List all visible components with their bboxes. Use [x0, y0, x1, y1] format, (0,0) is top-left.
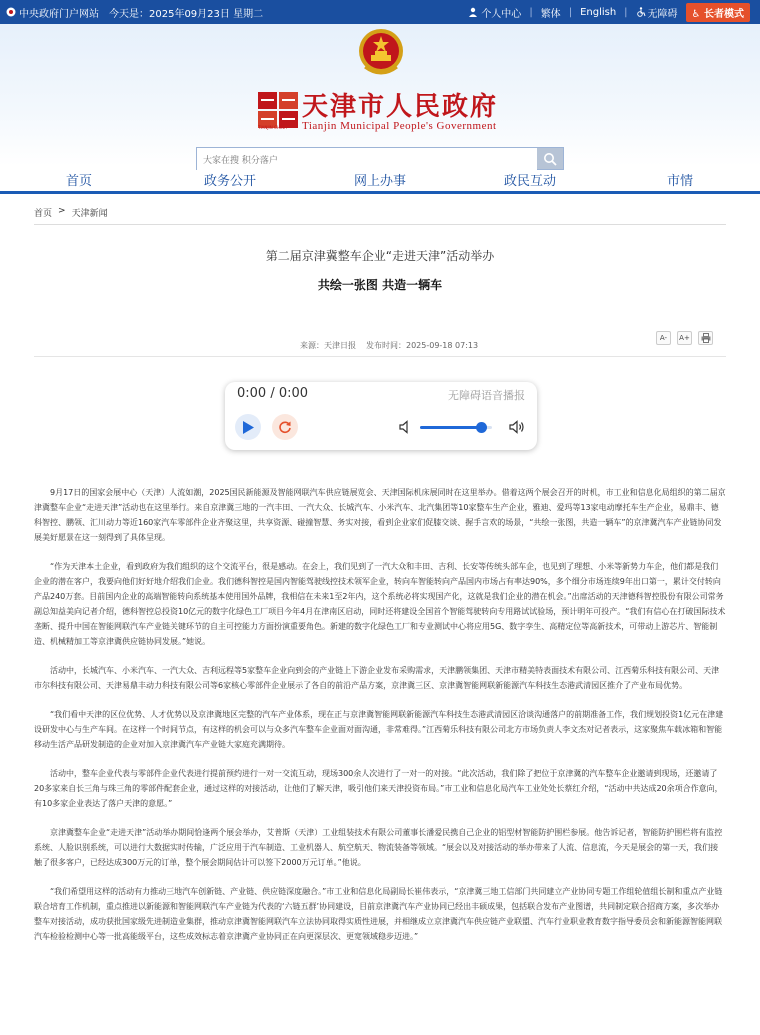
divider: |	[529, 6, 533, 18]
nav-divider	[0, 191, 760, 194]
site-title[interactable]: 天津市人民政府	[302, 92, 499, 122]
article-title: 第二届京津冀整车企业“走进天津”活动举办	[265, 249, 495, 263]
accessible-link[interactable]	[636, 5, 678, 20]
tianjin-logo-icon	[258, 92, 298, 128]
article-paragraph: “作为天津本土企业，看到政府为我们组织的这个交流平台，很是感动。在会上，我们见到了一汽大众和丰田、吉利、长安等传统头部车企，也见到了理想、小米等新势力车企，他们都是我们企业的潜在客户，我要向他们好好地介绍我们企业。我们德科智控是国内智能驾驶线控技术领军企业，转向车智能转向产品国内市场占有率达90%，多个细分市场连续9年出口第一，累计交付转向产品240万套。目前国内企业的高端智能转向系统基本使用国外品牌，我相信在未来1至2年内，这个系统必将实现国产化，这就是我们企业的潜在机会。”出席活动的天津德科智控股份有限公司常务副总知益美向记者介绍，德科智控总投资10亿元的数字化绿色工厂项目今年4月在津南区启动，同时还将建设全国首个智能驾驶转向专用路试试验场，预计明年可投产。“我们有信心在打破国际技术垄断、提升中国在智能网联汽车产业链关键环节的自主可控能力方面扮演重要角色。新建的数字化绿色工厂和专业测试中心将应用5G、数字孪生、高精定位等高新技术，可带动上游芯片、智能制造、机械精加工等京津冀供应链协同发展。”她说。	[34, 562, 726, 646]
user-icon	[468, 7, 478, 17]
elder-mode-button[interactable]	[686, 3, 750, 22]
search-icon	[543, 152, 557, 166]
breadcrumb-separator: >	[58, 206, 66, 216]
elder-mode-icon: ♿	[691, 8, 701, 20]
article-source: 来源：天津日报	[300, 341, 356, 350]
wheelchair-icon	[636, 7, 646, 17]
accessible-label: 无障碍	[647, 8, 678, 20]
portal-link-label: 中央政府门户网站	[19, 8, 99, 20]
nav-item-online-service[interactable]: 网上办事	[354, 174, 407, 189]
article-paragraph: 京津冀整车企业“走进天津”活动举办期间恰逢两个展会举办，艾普斯（天津）工业组装技术有限公司董事长潘爱民携自己企业的铝型材智能防护围栏参展。他告诉记者，智能防护围栏将有监控系统、人脸识别系统，可以进行大数据实时传输，广泛应用于汽车制造、工业机器人、航空航天、物流装备等领域。“展会以及对接活动的举办带来了人流、信息流，今天是展会的第一天，我们接触了很多客户，已经达成300万元的订单，整个展会期间估计可以签下2000万元订单。”他说。	[34, 828, 723, 867]
nav-item-home[interactable]: 首页	[66, 174, 93, 189]
volume-high-icon[interactable]	[509, 419, 525, 435]
breadcrumb	[34, 206, 108, 219]
nav-item-interaction[interactable]: 政民互动	[504, 174, 557, 189]
elder-mode-label: 长者模式	[704, 8, 744, 20]
nav-item-gov-affairs[interactable]: 政务公开	[204, 174, 257, 189]
article-meta	[300, 340, 478, 351]
article-paragraph: “我们看中天津的区位优势、人才优势以及京津冀地区完整的汽车产业体系，现在正与京津冀智能网联新能源汽车科技生态港武清园区洽谈沟通落户的前期准备工作，我们规划投资1亿元在津建设研发中心与生产车间。在这样一个时间节点，有这样的机会可以与众多汽车整车企业面对面沟通，非常难得。”江西菊乐科技有限公司北方市场负责人李文杰对记者表示，这家聚焦车载冰箱和智能移动生活产品研发制造的企业对加入京津冀汽车产业链大家庭充满期待。	[34, 710, 724, 749]
volume-slider[interactable]	[420, 426, 492, 429]
logo-caption: TIANJIN CHINA	[258, 125, 287, 130]
article-paragraph: 9月17日的国家会展中心（天津）人流如潮，2025国民新能源及智能网联汽车供应链展览会、天津国际机床展同时在这里举办。借着这两个展会召开的时机，市工业和信息化局组织的第二届京津冀整车企业“走进天津”活动也在这里举行。来自京津冀三地的一汽丰田、一汽大众、长城汽车、小米汽车、北汽集团等10家整车生产企业，雅迪、爱玛等13家电动摩托车生产企业，易鼎丰、德科智控、鹏领、汇川动力等近160家汽车零部件企业齐聚这里，共享资源、碰撞智慧、务实对接，看到企业家们促膝交谈、握手言欢的场景，“共绘一张图，共造一辆车”的京津冀汽车产业链协同发展美好愿景在这一刻得到了具体呈现。	[34, 488, 726, 542]
player-time: 0:00 / 0:00	[237, 386, 309, 401]
article-paragraph: 活动中，长城汽车、小米汽车、一汽大众、吉利远程等5家整车企业向到会的产业链上下游企业发布采购需求，天津鹏领集团、天津市精美特表面技术有限公司、江西菊乐科技有限公司、天津市尔科技有限公司、天津易鼎丰动力科技有限公司等6家核心零部件企业展示了各自的前沿产品方案，京津冀三区、京津冀智能网联新能源汽车科技生态港武清园区推介了产业布局优势。	[34, 666, 720, 690]
article-subtitle: 共绘一张图 共造一辆车	[317, 278, 443, 292]
meta-divider	[34, 356, 726, 357]
traditional-link[interactable]: 繁体	[540, 8, 561, 20]
personal-center-link[interactable]	[468, 5, 521, 20]
article-paragraph: 活动中，整车企业代表与零部件企业代表进行提前预约进行一对一交流互动，现场300余人次进行了一对一的对接。“此次活动，我们除了把位于京津冀的汽车整车企业邀请到现场，还邀请了20多家来自长三角与珠三角的零部件配套企业，通过这样的对接活动，让他们了解天津，吸引他们来天津投资布局。”市工业和信息化局汽车工业处处长蔡红介绍，“活动中共达成20余项合作意向，有10多家企业表达了落户天津的意愿。”	[34, 769, 723, 808]
breadcrumb-section[interactable]: 天津新闻	[71, 209, 108, 219]
print-button[interactable]	[698, 331, 713, 345]
home-icon	[6, 7, 16, 17]
breadcrumb-divider	[34, 224, 726, 225]
current-date: 今天是：2025年09月23日 星期二	[109, 8, 264, 20]
nav-item-city-info[interactable]: 市情	[667, 174, 694, 189]
national-emblem-icon	[357, 27, 405, 79]
site-subtitle: Tianjin Municipal People's Government	[302, 120, 497, 132]
article-paragraph: “我们希望用这样的活动有力推动三地汽车创新链、产业链、供应链深度融合。”市工业和信息化局副局长崔伟表示，“京津冀三地工信部门共同建立产业协同专题工作组轮值组长制和重点产业链联合培育工作机制，重点推进以新能源和智能网联汽车产业链为代表的‘六链五群’协同建设，目前京津冀汽车产业协同已经出丰硕成果，包括联合发布产业图谱，共同制定联合招商方案，多次举办整车对接活动，成功获批国家级先进制造业集群，推动京津冀智能网联汽车立法协同取得实质性进展，并相继成立京津冀汽车供应链产业联盟、汽车行业职业教育数字指导委员会和新能源智能网联汽车检验检测中心等一批高能级平台，这些成效标志着京津冀产业协同正在向更深层次、更宽领域稳步迈进。”	[34, 887, 723, 941]
player-label: 无障碍语音播报	[448, 389, 525, 402]
font-decrease-button[interactable]: A-	[656, 331, 671, 345]
play-icon	[242, 421, 254, 434]
divider: |	[624, 6, 628, 18]
article-publish-time: 发布时间：2025-09-18 07:13	[366, 341, 479, 350]
personal-center-label: 个人中心	[481, 8, 522, 20]
article-tools	[656, 331, 713, 345]
replay-button[interactable]	[272, 414, 298, 440]
play-button[interactable]	[235, 414, 261, 440]
main-nav	[0, 166, 760, 192]
volume-low-icon[interactable]	[399, 420, 411, 434]
top-utility-bar	[0, 0, 760, 24]
english-link[interactable]: English	[580, 6, 617, 18]
audio-player	[225, 382, 537, 450]
article-body	[34, 485, 726, 958]
breadcrumb-home[interactable]: 首页	[34, 209, 53, 219]
font-increase-button[interactable]: A+	[677, 331, 692, 345]
volume-slider-knob[interactable]	[476, 422, 487, 433]
printer-icon	[701, 333, 711, 343]
site-header	[0, 24, 760, 166]
refresh-icon	[278, 420, 292, 434]
volume-slider-fill	[420, 426, 481, 429]
portal-link[interactable]	[6, 5, 99, 20]
divider: |	[568, 6, 573, 18]
